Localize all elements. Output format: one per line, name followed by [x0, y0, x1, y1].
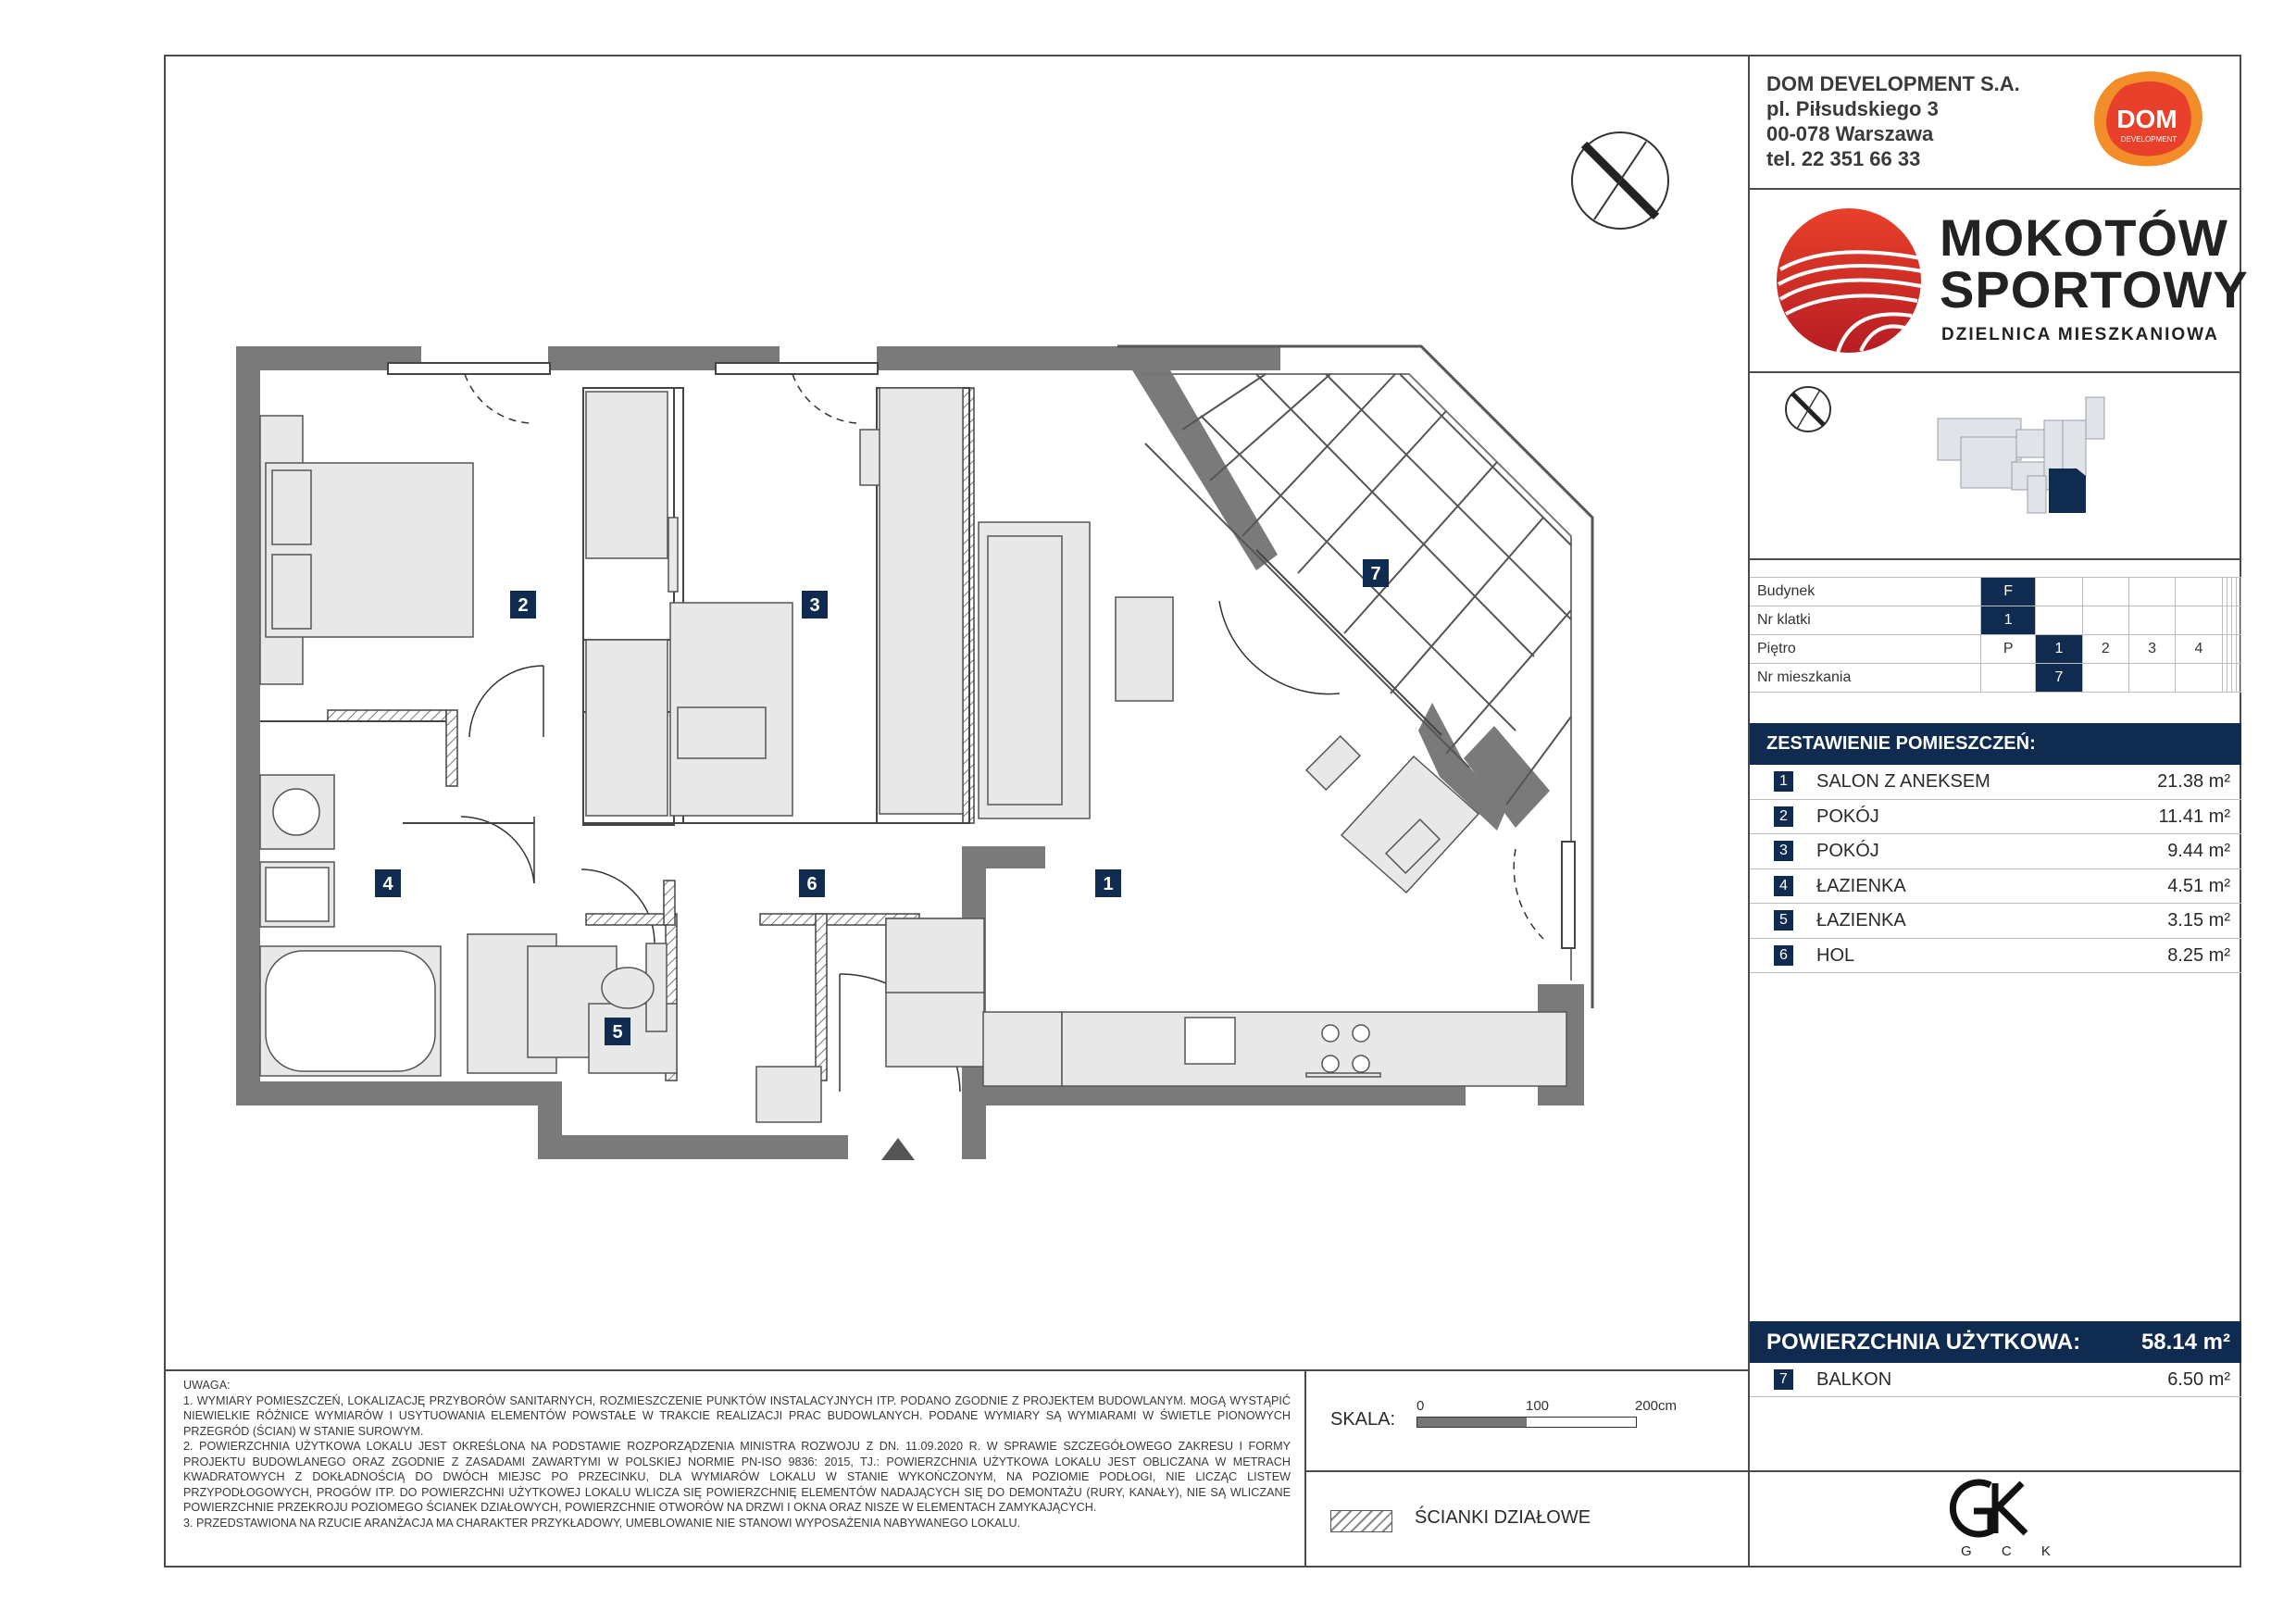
- room-num: 2: [1774, 806, 1793, 827]
- divider: [1750, 1470, 2241, 1472]
- rooms-summary-title: ZESTAWIENIE POMIESZCZEŃ:: [1750, 723, 2241, 765]
- table-cell: [2176, 664, 2222, 693]
- table-cell: 1: [1981, 606, 2036, 635]
- room-label-3-text: 3: [809, 595, 820, 616]
- table-cell: 2: [2082, 635, 2128, 664]
- divider: [1750, 371, 2241, 373]
- room-row: [1750, 765, 2241, 800]
- legend-label: ŚCIANKI DZIAŁOWE: [1415, 1507, 1591, 1528]
- entrance-arrow-icon: [881, 1138, 915, 1160]
- gck-logo-text: G C K: [1961, 1543, 2064, 1559]
- room-num: 5: [1774, 910, 1793, 931]
- note-item: 3. PRZEDSTAWIONA NA RZUCIE ARANŻACJA MA CHARAKTER PRZYKŁADOWY, UMEBLOWANIE NIE STANOWI WYPOSAŻENIA NABYWANEGO LOKALU.: [183, 1516, 1021, 1530]
- room-area: 3.15 m²: [2167, 910, 2230, 931]
- hatch-legend-icon: [1330, 1510, 1392, 1532]
- table-cell: [2036, 578, 2082, 606]
- table-cell: [2176, 606, 2222, 635]
- room-num: 4: [1774, 876, 1793, 896]
- divider: [1750, 188, 2241, 190]
- scale-bar: [1416, 1417, 1637, 1428]
- room-area: 21.38 m²: [2157, 771, 2230, 792]
- room-num: 1: [1774, 771, 1793, 792]
- table-cell: 4: [2176, 635, 2222, 664]
- notes: [183, 1378, 1291, 1530]
- row-label: Budynek: [1750, 578, 1981, 606]
- company-info: [1766, 71, 2020, 171]
- brand-line-2: SPORTOWY: [1940, 260, 2249, 319]
- table-cell: [2236, 635, 2240, 664]
- table-cell: F: [1981, 578, 2036, 606]
- room-name: POKÓJ: [1816, 841, 1879, 861]
- table-cell: [2128, 606, 2175, 635]
- brand-line-1: MOKOTÓW: [1940, 208, 2228, 267]
- table-cell: [2128, 578, 2175, 606]
- balcony-num: 7: [1774, 1369, 1793, 1390]
- row-label: Nr mieszkania: [1750, 664, 1981, 693]
- dd-logo-subtext: DEVELOPMENT: [2120, 135, 2177, 144]
- table-cell: [2082, 578, 2128, 606]
- table-cell: [2236, 664, 2240, 693]
- table-cell: 1: [2036, 635, 2082, 664]
- note-item: 1. WYMIARY POMIESZCZEŃ, LOKALIZACJĘ PRZYBORÓW SANITARNYCH, ROZMIESZCZENIE PUNKTÓW INSTALACYJNYCH ITP. PODANO ZGODNIE Z PROJEKTEM BUDOWLANYM. MOGĄ WYSTĄPIĆ NIEWIELKIE RÓŻNICE WYMIARÓW I USYTUOWANIA ELEMENTÓW POWSTAŁE W TRAKCIE REALIZACJI PRAC BUDOWLANYCH. PODANE WYMIARY SĄ WYMIARAMI W ŚWIETLE PIONOWYCH PRZEGRÓD (ŚCIAN) W STANIE SUROWYM.: [183, 1393, 1291, 1438]
- scale-tick: 0: [1416, 1398, 1425, 1414]
- room-row: [1750, 800, 2241, 835]
- table-cell: [2176, 578, 2222, 606]
- floor-plan: [164, 55, 1749, 1370]
- room-label-6-text: 6: [806, 874, 817, 894]
- table-cell: [2036, 606, 2082, 635]
- room-name: SALON Z ANEKSEM: [1816, 771, 1990, 792]
- balcony-row: [1750, 1363, 2241, 1397]
- room-name: ŁAZIENKA: [1816, 910, 1906, 931]
- room-area: 11.41 m²: [2158, 806, 2230, 827]
- room-label-1-text: 1: [1103, 874, 1114, 894]
- room-label-7-text: 7: [1370, 564, 1381, 584]
- company-name: DOM DEVELOPMENT S.A.: [1766, 72, 2020, 95]
- balcony-name: BALKON: [1816, 1369, 1892, 1390]
- table-cell: [2128, 664, 2175, 693]
- location-key-plan: [1766, 383, 2229, 568]
- scale-label: SKALA:: [1330, 1409, 1396, 1430]
- company-address-2: 00-078 Warszawa: [1766, 122, 1934, 145]
- table-row: [1750, 664, 2241, 693]
- table-cell: 7: [2036, 664, 2082, 693]
- room-label-5-text: 5: [612, 1022, 623, 1043]
- table-cell: [2082, 664, 2128, 693]
- brand-line-3: DZIELNICA MIESZKANIOWA: [1941, 325, 2219, 344]
- table-cell: P: [1981, 635, 2036, 664]
- room-area: 8.25 m²: [2167, 944, 2230, 966]
- table-cell: [2236, 606, 2240, 635]
- usable-area-header: [1750, 1321, 2241, 1363]
- room-area: 9.44 m²: [2167, 841, 2230, 861]
- room-row: [1750, 869, 2241, 905]
- table-cell: [2236, 578, 2240, 606]
- scale-tick: 200cm: [1635, 1398, 1678, 1414]
- usable-area-value: 58.14 m²: [2140, 1330, 2230, 1355]
- company-phone: tel. 22 351 66 33: [1766, 147, 1921, 170]
- key-plan-compass-icon: [1786, 387, 1830, 431]
- notes-divider: [1304, 1369, 1306, 1568]
- north-arrow-icon: [1572, 132, 1668, 229]
- mokotow-sportowy-logo: [1773, 205, 1926, 357]
- row-label: Nr klatki: [1750, 606, 1981, 635]
- row-label: Piętro: [1750, 635, 1981, 664]
- table-row: [1750, 578, 2241, 606]
- notes-title: UWAGA:: [183, 1379, 231, 1392]
- room-label-2-text: 2: [518, 595, 529, 616]
- table-cell: [1981, 664, 2036, 693]
- rooms-list: [1750, 765, 2241, 973]
- divider: [1750, 558, 2241, 560]
- info-sidebar: [1750, 55, 2249, 1568]
- dd-logo-text: DOM: [2116, 105, 2177, 133]
- table-row: [1750, 606, 2241, 635]
- room-label-4-text: 4: [382, 874, 393, 894]
- room-num: 3: [1774, 841, 1793, 861]
- note-item: 2. POWIERZCHNIA UŻYTKOWA LOKALU JEST OKREŚLONA NA PODSTAWIE ROZPORZĄDZENIA MINISTRA ROZWOJU Z DN. 11.09.2020 R. W SPRAWIE SZCZEGÓŁOWEGO ZAKRESU I FORMY PROJEKTU BUDOWLANEGO ORAZ ZGODNIE Z ZASADAMI ZAWARTYMI W POLSKIEJ NORMIE PN-ISO 9836: 2015, TJ.: POWIERZCHNIA UŻYTKOWA LOKALU JEST OBLICZANA W METRACH KWADRATOWYCH Z DOKŁADNOŚCIĄ DO DWÓCH MIEJSC PO PRZECINKU, DLA WYMIARÓW LOKALU W STANIE WYKOŃCZONYM, NA POZIOMIE PODŁOGI, NIE LICZĄC LISTEW PRZYPODŁOGOWYCH, PROGÓW ITP. DO POWIERZCHNI UŻYTKOWEJ LOKALU WLICZA SIĘ POWIERZCHNIĘ ELEMENTÓW NADAJĄCYCH SIĘ DO DEMONTAŻU (RURY, KANAŁY), NIE SĄ WLICZANE POWIERZCHNIE PRZEKROJU POZIOMEGO ŚCIANEK DZIAŁOWYCH, POWIERZCHNIE OTWORÓW NA DRZWI I OKNA ORAZ NISZE W ELEMENTACH ZAMYKAJĄCYCH.: [183, 1440, 1291, 1514]
- table-cell: 3: [2128, 635, 2175, 664]
- room-num: 6: [1774, 945, 1793, 966]
- divider-horizontal: [164, 1369, 1749, 1371]
- room-row: [1750, 904, 2241, 939]
- scale-divider: [1305, 1470, 1749, 1472]
- table-row: [1750, 635, 2241, 664]
- dom-development-logo: [2088, 66, 2208, 172]
- room-name: ŁAZIENKA: [1816, 875, 1906, 896]
- scale-tick: 100: [1526, 1398, 1550, 1414]
- usable-area-label: POWIERZCHNIA UŻYTKOWA:: [1766, 1330, 2081, 1355]
- company-address-1: pl. Piłsudskiego 3: [1766, 97, 1939, 120]
- room-name: POKÓJ: [1816, 806, 1879, 827]
- room-area: 4.51 m²: [2167, 875, 2230, 896]
- table-cell: [2082, 606, 2128, 635]
- apartment-info-table: [1750, 577, 2241, 693]
- balcony-area: 6.50 m²: [2167, 1369, 2230, 1390]
- room-name: HOL: [1816, 944, 1855, 966]
- room-row: [1750, 939, 2241, 974]
- gck-logo: [1944, 1476, 2046, 1541]
- room-row: [1750, 834, 2241, 869]
